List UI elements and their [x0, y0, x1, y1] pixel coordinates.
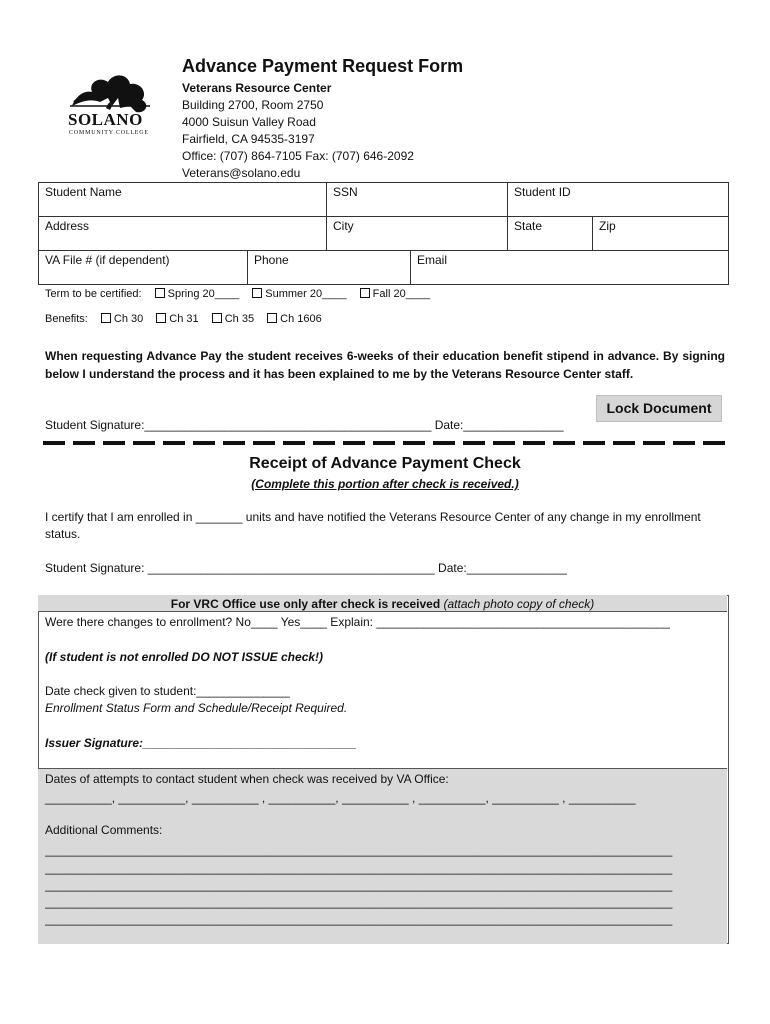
student-id-field[interactable] — [508, 183, 729, 217]
ch35-label: Ch 35 — [224, 313, 255, 325]
org-name: Veterans Resource Center — [182, 81, 332, 95]
lock-document-button[interactable]: Lock Document — [596, 395, 722, 422]
term-label: Term to be certified: — [45, 288, 142, 300]
spring-checkbox[interactable] — [155, 288, 165, 298]
state-label: State — [514, 219, 543, 233]
ch30-label: Ch 30 — [113, 313, 144, 325]
student-info-row-1 — [38, 182, 729, 217]
ssn-label: SSN — [333, 185, 358, 199]
ch1606-label: Ch 1606 — [280, 313, 322, 325]
student-signature-line[interactable]: Student Signature:___________________________________________ Date:_______________ — [45, 418, 564, 432]
issuer-signature-line[interactable]: Issuer Signature:________________________________ — [45, 736, 357, 750]
contact-email: Veterans@solano.edu — [182, 166, 301, 180]
form-title: Advance Payment Request Form — [182, 56, 464, 76]
city-field[interactable] — [327, 217, 508, 251]
va-file-label: VA File # (if dependent) — [45, 253, 170, 267]
city-label: City — [333, 219, 354, 233]
ch1606-checkbox[interactable] — [267, 313, 277, 323]
benefits-row — [45, 313, 322, 325]
fall-checkbox[interactable] — [360, 288, 370, 298]
email-label: Email — [417, 253, 448, 267]
contact-attempts-label: Dates of attempts to contact student when check was received by VA Office: — [45, 772, 449, 786]
comments-label: Additional Comments: — [45, 823, 163, 837]
address-line-1: Building 2700, Room 2750 — [182, 98, 324, 112]
office-title — [38, 597, 727, 611]
email-field[interactable] — [411, 251, 729, 285]
comment-line-1[interactable]: ______________________________________________________________________________________________ — [45, 843, 673, 857]
receipt-subtitle: (Complete this portion after check is received.) — [251, 477, 519, 491]
address-line-3: Fairfield, CA 94535-3197 — [182, 132, 315, 146]
comment-line-4[interactable]: ______________________________________________________________________________________________ — [45, 895, 673, 909]
dashed-separator — [43, 441, 726, 445]
student-info-row-3 — [38, 250, 729, 285]
logo-subtitle: COMMUNITY COLLEGE — [69, 130, 149, 136]
comment-line-2[interactable]: ______________________________________________________________________________________________ — [45, 861, 673, 875]
student-name-field[interactable] — [39, 183, 327, 217]
disclaimer-text: When requesting Advance Pay the student receives 6-weeks of their education benefit stipend in advance. By signing below I understand the process and it has been explained to me by the Veterans Resource Center staff. — [45, 349, 725, 381]
ssn-field[interactable] — [327, 183, 508, 217]
address-field[interactable] — [39, 217, 327, 251]
contact-attempts-dates[interactable]: __________, __________, __________ , __________, __________ , __________, __________ , __________ — [45, 791, 636, 805]
zip-label: Zip — [599, 219, 616, 233]
phone-label: Phone — [254, 253, 289, 267]
spring-label: Spring 20____ — [167, 288, 240, 300]
fall-label: Fall 20____ — [372, 288, 431, 300]
summer-label: Summer 20____ — [265, 288, 347, 300]
summer-checkbox[interactable] — [252, 288, 262, 298]
receipt-signature-line[interactable]: Student Signature: ___________________________________________ Date:_______________ — [45, 561, 567, 575]
ch31-checkbox[interactable] — [156, 313, 166, 323]
not-enrolled-warning: (If student is not enrolled DO NOT ISSUE check!) — [45, 650, 324, 664]
student-id-label: Student ID — [514, 185, 571, 199]
zip-field[interactable] — [593, 217, 729, 251]
required-note: Enrollment Status Form and Schedule/Receipt Required. — [45, 701, 348, 715]
certify-statement: I certify that I am enrolled in _______ units and have notified the Veterans Resource Center of any change in my enrollment status. — [45, 510, 701, 541]
comment-line-3[interactable]: ______________________________________________________________________________________________ — [45, 878, 673, 892]
student-info-row-2 — [38, 216, 729, 251]
ch35-checkbox[interactable] — [212, 313, 222, 323]
address-line-2: 4000 Suisun Valley Road — [182, 115, 316, 129]
receipt-title: Receipt of Advance Payment Check — [249, 455, 521, 472]
contact-phone: Office: (707) 864-7105 Fax: (707) 646-2092 — [182, 149, 414, 163]
ch31-label: Ch 31 — [169, 313, 199, 325]
address-label: Address — [45, 219, 90, 233]
benefits-label: Benefits: — [45, 313, 88, 325]
va-file-field[interactable] — [39, 251, 248, 285]
ch30-checkbox[interactable] — [101, 313, 111, 323]
state-field[interactable] — [508, 217, 593, 251]
date-check-given-line[interactable]: Date check given to student:______________ — [45, 684, 290, 698]
enrollment-changes-line[interactable]: Were there changes to enrollment? No____ Yes____ Explain: ____________________________________________ — [45, 615, 670, 629]
student-name-label: Student Name — [45, 185, 122, 199]
logo-name: SOLANO — [68, 110, 143, 129]
office-title-bold: For VRC Office use only after check is received — [170, 597, 441, 611]
phone-field[interactable] — [248, 251, 411, 285]
term-row — [45, 288, 430, 300]
office-title-italic: (attach photo copy of check) — [440, 597, 595, 611]
comment-line-5[interactable]: ______________________________________________________________________________________________ — [45, 912, 673, 926]
